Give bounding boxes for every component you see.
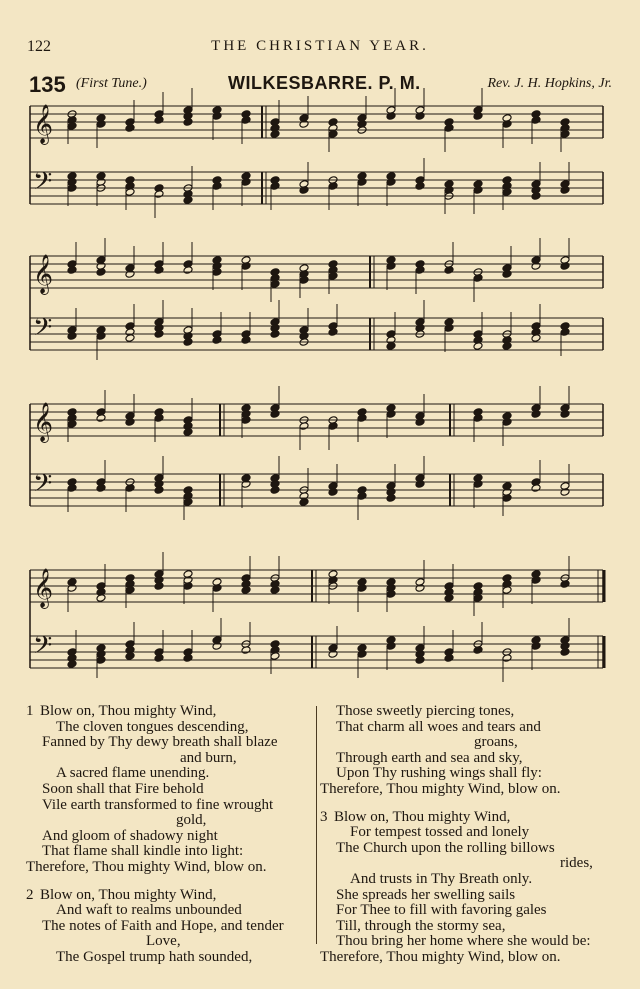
note-head [154, 190, 164, 199]
note-head [560, 130, 570, 139]
note-head [386, 590, 396, 599]
note-head [241, 262, 251, 271]
note-head [473, 646, 483, 655]
composer-credit: Rev. J. H. Hopkins, Jr. [487, 76, 612, 91]
verse-line: Fanned by Thy dewy breath shall blaze [42, 734, 278, 751]
note-head [502, 342, 512, 351]
bass-clef-icon: 𝄢 [33, 167, 53, 202]
note-head [415, 266, 425, 275]
note-head [415, 656, 425, 665]
note-head [502, 188, 512, 197]
verses-left-column [26, 704, 311, 966]
note-head [299, 276, 309, 285]
note-head [125, 418, 135, 427]
verse-line: Vile earth transformed to fine wrought [42, 796, 274, 813]
verse-line: And trusts in Thy Breath only. [350, 870, 533, 887]
note-head [531, 642, 541, 651]
note-head [502, 654, 512, 663]
note-head [444, 324, 454, 333]
note-head [96, 120, 106, 129]
note-head [270, 652, 280, 661]
note-head [473, 414, 483, 423]
note-head [473, 274, 483, 283]
note-head [125, 586, 135, 595]
note-head [154, 654, 164, 663]
note-head [67, 184, 77, 193]
note-head [531, 116, 541, 125]
note-head [96, 414, 106, 423]
note-head [125, 652, 135, 661]
note-head [183, 266, 193, 275]
note-head [270, 330, 280, 339]
bass-clef-icon: 𝄢 [33, 631, 53, 666]
note-head [444, 124, 454, 133]
note-head [473, 480, 483, 489]
note-head [96, 268, 106, 277]
note-head [299, 498, 309, 507]
page-number: 122 [27, 38, 51, 55]
note-head [444, 654, 454, 663]
note-head [241, 116, 251, 125]
note-head [212, 268, 222, 277]
note-head [328, 488, 338, 497]
note-head [67, 660, 77, 669]
note-head [531, 410, 541, 419]
verse-line: The Gospel trump hath sounded, [56, 948, 253, 965]
note-head [96, 332, 106, 341]
tune-note: (First Tune.) [76, 76, 147, 91]
note-head [531, 192, 541, 201]
verse-line: That flame shall kindle into light: [42, 843, 244, 860]
note-head [386, 642, 396, 651]
note-head [96, 656, 106, 665]
treble-clef-icon: 𝄞 [33, 568, 54, 608]
verse-line: And waft to realms unbounded [56, 902, 242, 919]
running-title: THE CHRISTIAN YEAR. [211, 38, 429, 54]
verse-line: And gloom of shadowy night [42, 827, 218, 844]
note-head [386, 178, 396, 187]
verse-line: and burn, [180, 749, 237, 766]
note-head [125, 270, 135, 279]
verse-line: Upon Thy rushing wings shall fly: [336, 765, 542, 782]
note-head [212, 336, 222, 345]
note-head [270, 586, 280, 595]
note-head [386, 342, 396, 351]
note-head [531, 576, 541, 585]
note-head [125, 334, 135, 343]
verse-line: Therefore, Thou mighty Wind, blow on. [320, 780, 561, 797]
note-head [67, 266, 77, 275]
note-head [241, 646, 251, 655]
note-head [357, 650, 367, 659]
verse-line: A sacred flame unending. [56, 765, 210, 782]
note-head [502, 270, 512, 279]
note-head [415, 584, 425, 593]
note-head [270, 280, 280, 289]
note-head [328, 272, 338, 281]
note-head [154, 414, 164, 423]
note-head [299, 422, 309, 431]
note-head [531, 262, 541, 271]
note-head [328, 328, 338, 337]
note-head [560, 580, 570, 589]
verse-line: The cloven tongues descending, [56, 718, 249, 735]
verse-line: She spreads her swelling sails [336, 886, 516, 903]
note-head [212, 642, 222, 651]
note-head [415, 480, 425, 489]
note-head [270, 130, 280, 139]
note-head [154, 330, 164, 339]
note-head [531, 484, 541, 493]
note-head [357, 584, 367, 593]
verse-line: The Church upon the rolling billows [336, 839, 555, 856]
treble-clef-icon: 𝄞 [33, 104, 54, 144]
note-head [473, 342, 483, 351]
note-head [125, 188, 135, 197]
note-head [67, 420, 77, 429]
note-head [560, 262, 570, 271]
verse-line: Soon shall that Fire behold [42, 780, 204, 797]
hymn-number: 135 [29, 72, 66, 97]
note-head [386, 410, 396, 419]
note-head [560, 186, 570, 195]
note-head [386, 112, 396, 121]
verse-line: Thou bring her home where she would be: [336, 933, 591, 950]
verse-line: Therefore, Thou mighty Wind, blow on. [320, 948, 561, 965]
note-head [299, 120, 309, 129]
note-head [328, 422, 338, 431]
note-head [241, 178, 251, 187]
note-head [560, 488, 570, 497]
note-head [67, 332, 77, 341]
note-head [444, 266, 454, 275]
verse-line: 3 Blow on, Thou mighty Wind, [320, 808, 511, 825]
note-head [154, 582, 164, 591]
note-head [270, 182, 280, 191]
verse-line: Through earth and sea and sky, [336, 749, 523, 766]
note-head [531, 334, 541, 343]
verse-line: Love, [146, 933, 181, 950]
note-head [183, 582, 193, 591]
note-head [183, 428, 193, 437]
verse-line: For Thee to fill with favoring gales [336, 902, 547, 919]
note-head [386, 262, 396, 271]
note-head [473, 186, 483, 195]
note-head [183, 118, 193, 127]
verses-right-column [320, 704, 610, 966]
verse-line: rides, [560, 855, 593, 872]
verse-line: Therefore, Thou mighty Wind, blow on. [26, 858, 267, 875]
note-head [96, 484, 106, 493]
verse-line: For tempest tossed and lonely [350, 824, 530, 841]
note-head [502, 586, 512, 595]
note-head [473, 594, 483, 603]
note-head [270, 410, 280, 419]
note-head [125, 124, 135, 133]
note-head [183, 338, 193, 347]
note-head [154, 486, 164, 495]
treble-clef-icon: 𝄞 [33, 254, 54, 294]
note-head [560, 328, 570, 337]
column-divider [316, 706, 317, 944]
verse-line: Till, through the stormy sea, [336, 917, 506, 934]
note-head [357, 492, 367, 501]
verse-line: gold, [176, 812, 207, 829]
note-head [560, 410, 570, 419]
note-head [415, 112, 425, 121]
note-head [67, 584, 77, 593]
note-head [386, 494, 396, 503]
note-head [328, 130, 338, 139]
note-head [502, 120, 512, 129]
note-head [241, 336, 251, 345]
note-head [473, 112, 483, 121]
verse-line: groans, [474, 734, 518, 751]
note-head [502, 418, 512, 427]
verse-line: 1 Blow on, Thou mighty Wind, [26, 703, 217, 719]
note-head [183, 196, 193, 205]
note-head [241, 586, 251, 595]
note-head [183, 654, 193, 663]
note-head [328, 650, 338, 659]
note-head [154, 266, 164, 275]
tune-name: WILKESBARRE. P. M. [228, 73, 421, 93]
note-head [357, 414, 367, 423]
note-head [328, 182, 338, 191]
note-head [212, 182, 222, 191]
note-head [415, 418, 425, 427]
treble-clef-icon: 𝄞 [33, 402, 54, 442]
note-head [299, 186, 309, 195]
note-head [270, 486, 280, 495]
note-head [502, 494, 512, 503]
note-head [212, 584, 222, 593]
note-head [96, 594, 106, 603]
verse-line: 2 Blow on, Thou mighty Wind, [26, 886, 217, 903]
bass-clef-icon: 𝄢 [33, 313, 53, 348]
note-head [183, 498, 193, 507]
note-head [67, 122, 77, 131]
note-head [415, 182, 425, 191]
verse-line: The notes of Faith and Hope, and tender [42, 917, 284, 934]
note-head [67, 484, 77, 493]
bass-clef-icon: 𝄢 [33, 469, 53, 504]
note-head [212, 112, 222, 121]
note-head [560, 648, 570, 657]
verse-line: That charm all woes and tears and [336, 718, 541, 735]
note-head [444, 594, 454, 603]
note-head [357, 178, 367, 187]
note-head [241, 416, 251, 425]
note-head [125, 484, 135, 493]
note-head [241, 480, 251, 489]
verse-line: Those sweetly piercing tones, [336, 703, 515, 719]
note-head [154, 116, 164, 125]
